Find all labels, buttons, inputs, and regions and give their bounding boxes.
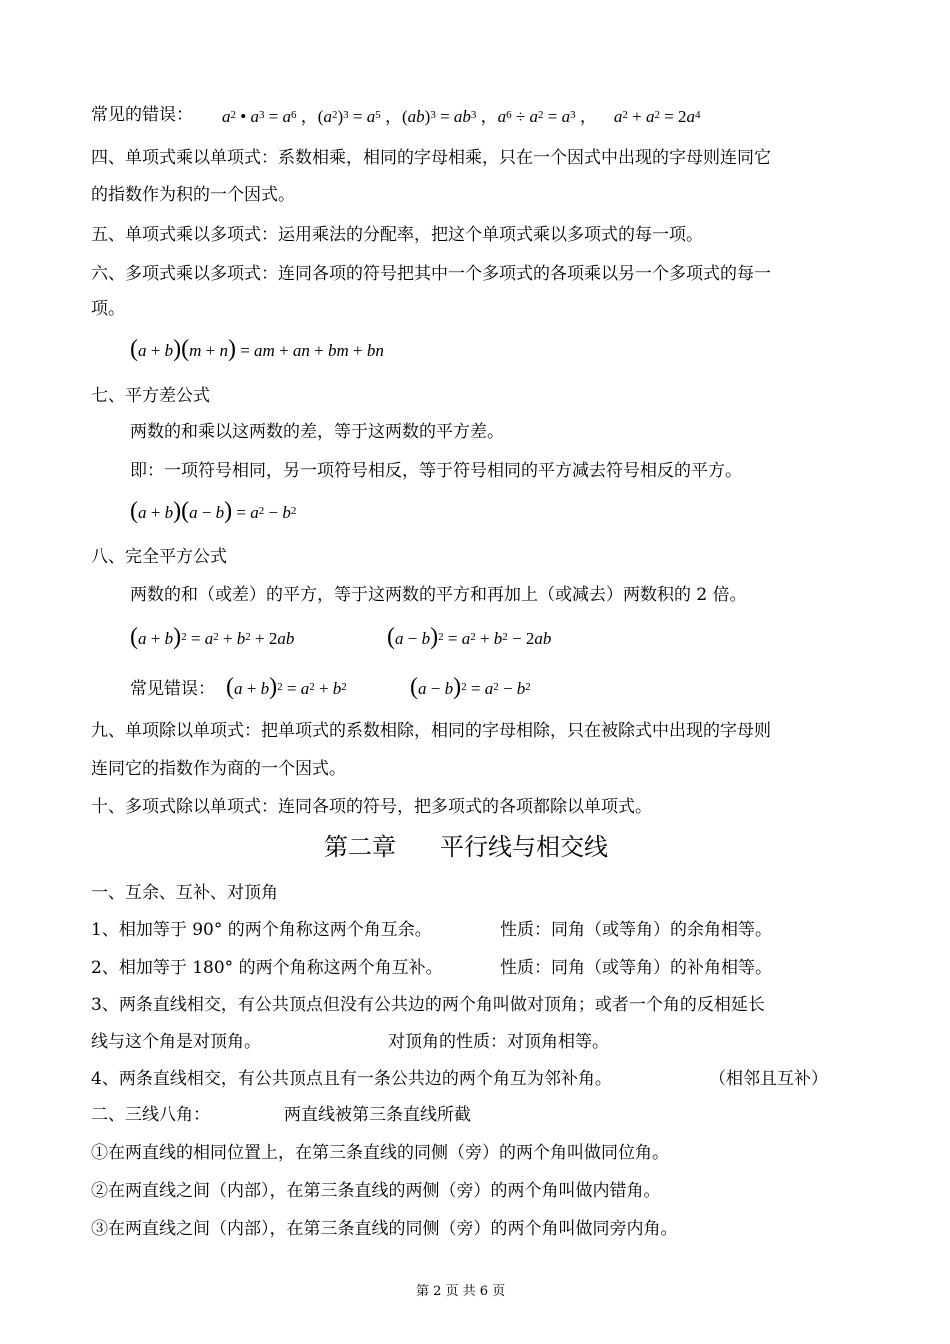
- formula-square-sum: $(a + b)^2 = a^2 + b^2 + 2ab$: [130, 624, 295, 650]
- chapter2-section-1: 一、互余、互补、对顶角: [91, 883, 278, 903]
- angle-type-2: ②在两直线之间（内部），在第三条直线的两侧（旁）的两个角叫做内错角。: [91, 1181, 661, 1201]
- formula-error-diff: $(a - b)^2 = a^2 - b^2$: [410, 674, 531, 700]
- section-8: 八、完全平方公式: [91, 547, 227, 567]
- chapter2-section-2-desc: 两直线被第三条直线所截: [284, 1105, 471, 1125]
- angle-type-3: ③在两直线之间（内部），在第三条直线的同侧（旁）的两个角叫做同旁内角。: [91, 1219, 678, 1239]
- section-6-cont: 项。: [91, 299, 125, 319]
- formula-difference-of-squares: $(a + b)(a - b) = a^2 - b^2$: [130, 498, 297, 524]
- item-4-note: （相邻且互补）: [709, 1069, 828, 1089]
- section-4: 四、单项式乘以单项式：系数相乘，相同的字母相乘，只在一个因式中出现的字母则连同它: [91, 148, 771, 168]
- section-7-explain: 即：一项符号相同，另一项符号相反，等于符号相同的平方减去符号相反的平方。: [130, 461, 742, 481]
- item-1-property: 性质：同角（或等角）的余角相等。: [500, 920, 772, 940]
- section-9: 九、单项除以单项式：把单项式的系数相除，相同的字母相除，只在被除式中出现的字母则: [91, 721, 771, 741]
- item-3-property: 对顶角的性质：对顶角相等。: [388, 1032, 609, 1052]
- common-errors-label: 常见的错误：: [91, 105, 193, 125]
- item-3-cont: 线与这个角是对顶角。: [91, 1032, 261, 1052]
- section-8-errors-label: 常见错误：: [130, 679, 215, 699]
- formula-error-sum: $(a + b)^2 = a^2 + b^2$: [226, 674, 347, 700]
- chapter-title: 平行线与相交线: [440, 833, 608, 861]
- item-2-property: 性质：同角（或等角）的补角相等。: [500, 958, 772, 978]
- chapter2-section-2: 二、三线八角：: [91, 1105, 210, 1125]
- item-3-def: 3、两条直线相交，有公共顶点但没有公共边的两个角叫做对顶角；或者一个角的反相延长: [91, 995, 765, 1015]
- formula-square-diff: $(a - b)^2 = a^2 + b^2 - 2ab$: [387, 624, 552, 650]
- section-9-cont: 连同它的指数作为商的一个因式。: [91, 759, 346, 779]
- item-2-def: 2、相加等于 180° 的两个角称这两个角互补。: [91, 958, 443, 978]
- formula-poly-product: (a + b)(m + n) = am + an + bm + bn: [130, 336, 384, 362]
- section-10: 十、多项式除以单项式：连同各项的符号，把多项式的各项都除以单项式。: [91, 797, 652, 817]
- section-4-cont: 的指数作为积的一个因式。: [91, 185, 295, 205]
- item-4-def: 4、两条直线相交，有公共顶点且有一条公共边的两个角互为邻补角。: [91, 1069, 612, 1089]
- page-footer: 第 2 页 共 6 页: [416, 1284, 506, 1299]
- common-errors-formulas: $a^2$ • $a^3 = a^6$ ，$(a^2)^3 = a^5$ ，$(ab)^3 = ab^3$ ，$a^6 \div a^2 = a^3$ ， $a^2 + a^2 = 2a^4$: [222, 107, 701, 126]
- section-8-desc: 两数的和（或差）的平方，等于这两数的平方和再加上（或减去）两数积的 2 倍。: [130, 585, 747, 605]
- chapter-number: 第二章: [324, 833, 396, 861]
- angle-type-1: ①在两直线的相同位置上，在第三条直线的同侧（旁）的两个角叫做同位角。: [91, 1143, 669, 1163]
- section-7-desc: 两数的和乘以这两数的差，等于这两数的平方差。: [130, 422, 504, 442]
- section-6: 六、多项式乘以多项式：连同各项的符号把其中一个多项式的各项乘以另一个多项式的每一: [91, 264, 771, 284]
- item-1-def: 1、相加等于 90° 的两个角称这两个角互余。: [91, 920, 432, 940]
- section-7: 七、平方差公式: [91, 386, 210, 406]
- section-5: 五、单项式乘以多项式：运用乘法的分配率，把这个单项式乘以多项式的每一项。: [91, 225, 703, 245]
